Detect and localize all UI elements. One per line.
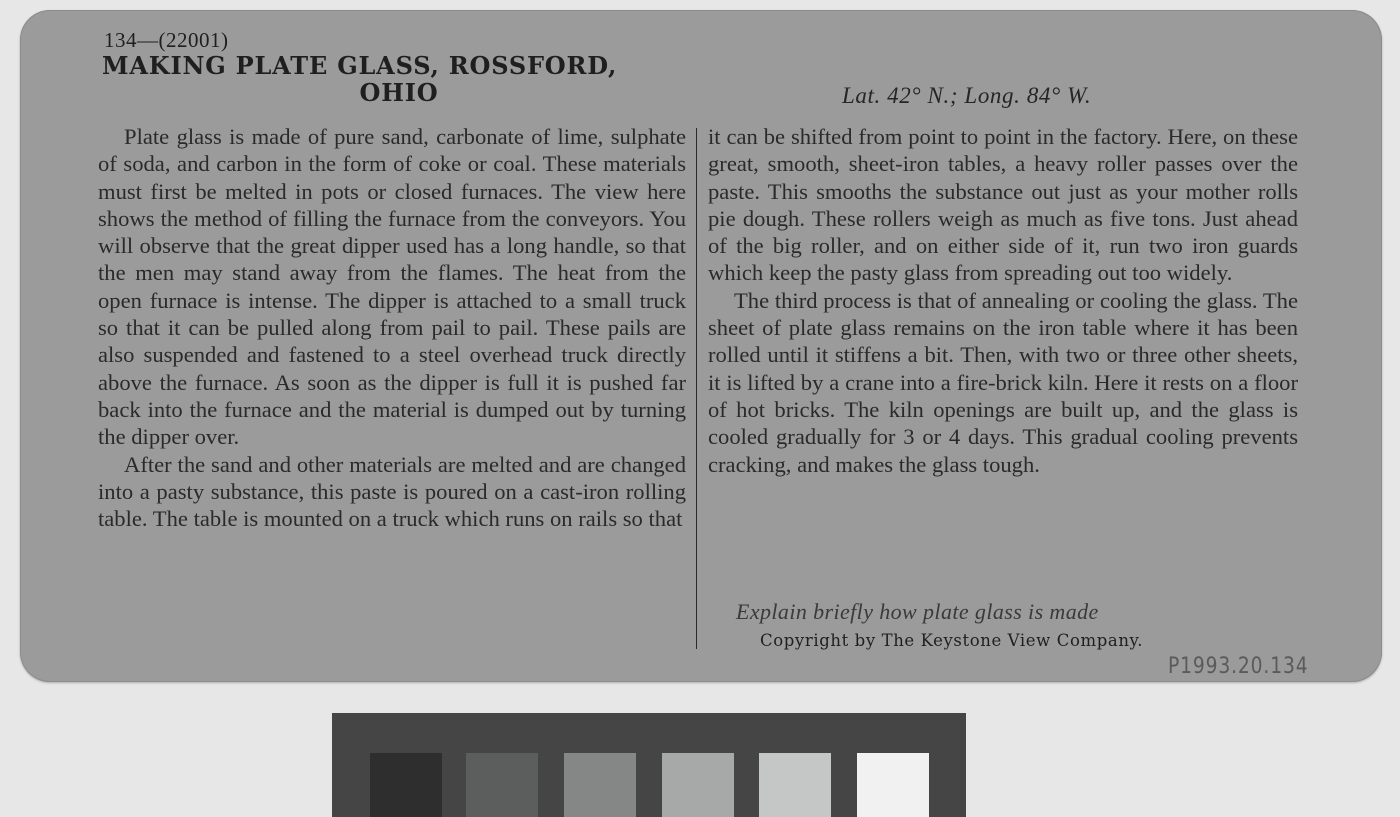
accession-number: P1993.20.134 — [1168, 654, 1309, 679]
review-question: Explain briefly how plate glass is made — [736, 599, 1099, 624]
left-text-column — [98, 123, 686, 532]
copyright-line: Copyright by The Keystone View Company. — [760, 631, 1144, 650]
catalog-number: 134—(22001) — [104, 28, 229, 52]
swatch-dark-gray — [466, 753, 538, 817]
swatch-black — [370, 753, 442, 817]
right-paragraph-2: The third process is that of annealing or cooling the glass. The sheet of plate glass remains on the iron table where it has been rolled until it stiffens a bit. Then, with two or three other sheets, it is lifted by a crane into a fire-brick kiln. Here it rests on a floor of hot bricks. The kiln openings are built up, and the glass is cooled gradually for 3 or 4 days. This gradual cooling prevents cracking, and makes the glass tough. — [708, 287, 1298, 477]
card-title — [102, 52, 696, 106]
color-calibration-target — [332, 713, 966, 817]
card-title-line2: OHIO — [359, 78, 439, 107]
coordinates: Lat. 42° N.; Long. 84° W. — [842, 83, 1092, 108]
right-text-column — [708, 123, 1298, 478]
stereograph-card — [20, 10, 1382, 682]
left-paragraph-1: Plate glass is made of pure sand, carbonate of lime, sulphate of soda, and carbon in the form of coke or coal. These materials must first be melted in pots or closed furnaces. The view here shows the method of filling the furnace from the conveyors. You will observe that the great dipper used has a long handle, so that the men may stand away from the flames. The heat from the open furnace is intense. The dipper is attached to a small truck so that it can be pulled along from pail to pail. These pails are also suspended and fastened to a steel overhead truck directly above the furnace. As soon as the dipper is full it is pushed far back into the furnace and the material is dumped out by turning the dipper over. — [98, 124, 686, 450]
swatch-white — [857, 753, 929, 817]
right-paragraph-1: it can be shifted from point to point in the factory. Here, on these great, smooth, sheet-iron tables, a heavy roller passes over the paste. This smooths the substance out just as your mother rolls pie dough. These rollers weigh as much as five tons. Just ahead of the big roller, and on either side of it, run two iron guards which keep the pasty glass from spreading out too widely. — [708, 124, 1298, 286]
column-divider — [696, 128, 697, 649]
swatch-light-gray — [662, 753, 734, 817]
card-title-line1: MAKING PLATE GLASS, ROSSFORD, — [102, 51, 618, 80]
swatch-mid-gray — [564, 753, 636, 817]
swatch-pale-gray — [759, 753, 831, 817]
left-paragraph-2: After the sand and other materials are melted and are changed into a pasty substance, this paste is poured on a cast-iron rolling table. The table is mounted on a truck which runs on rails so that — [98, 451, 686, 532]
